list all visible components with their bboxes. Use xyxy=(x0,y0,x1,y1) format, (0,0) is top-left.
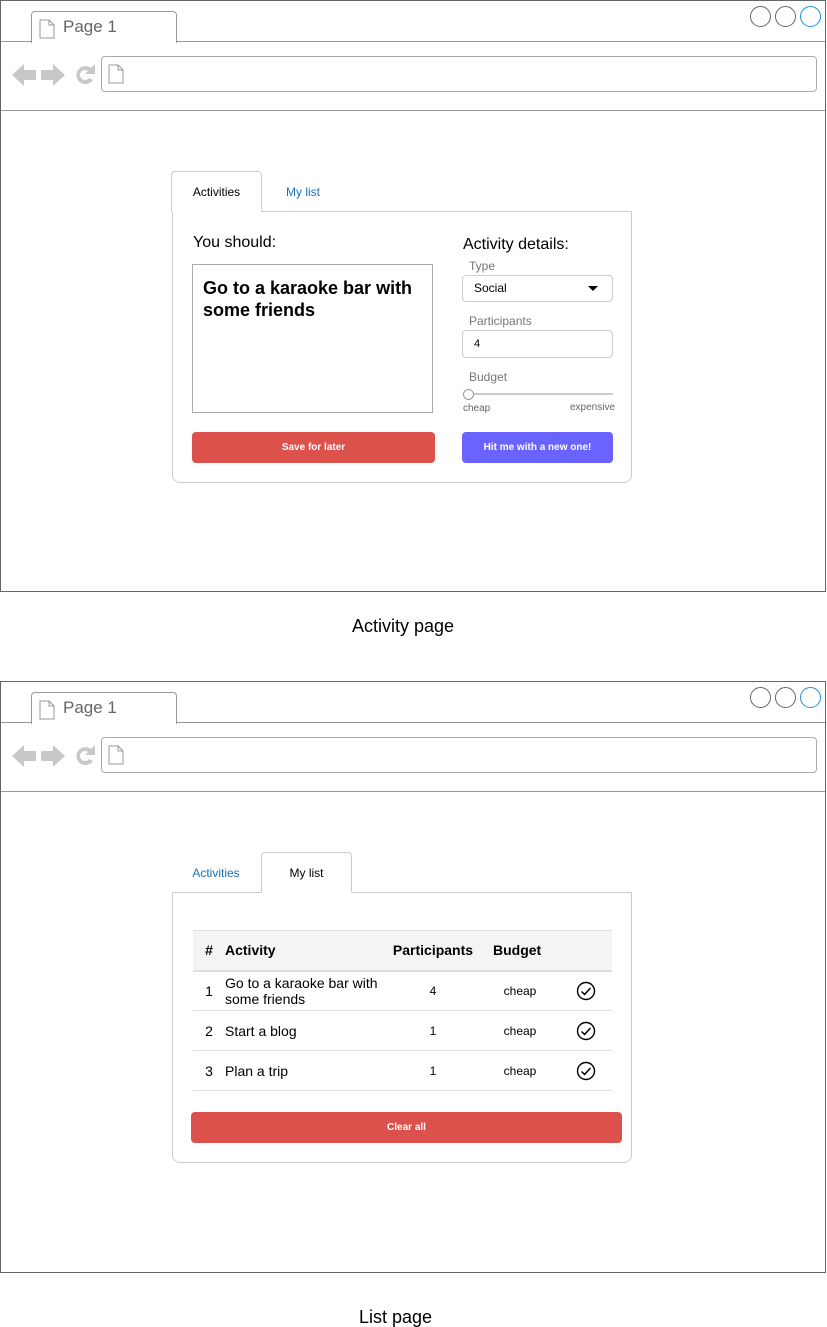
browser-tab[interactable] xyxy=(31,11,177,43)
window-controls xyxy=(750,687,821,708)
address-bar[interactable] xyxy=(101,56,817,92)
col-header-budget: Budget xyxy=(481,931,559,971)
new-activity-button[interactable]: Hit me with a new one! xyxy=(462,432,613,463)
reload-icon[interactable] xyxy=(76,745,95,765)
budget-label: Budget xyxy=(469,370,508,384)
table-row xyxy=(193,971,612,1011)
browser-tab-bar xyxy=(1,1,825,42)
row-budget: cheap xyxy=(481,1051,559,1091)
col-header-action xyxy=(559,931,612,971)
row-num: 1 xyxy=(193,971,225,1011)
nav-buttons xyxy=(11,62,101,88)
back-arrow-icon[interactable] xyxy=(12,745,36,767)
browser-nav-bar xyxy=(1,42,825,111)
close-button[interactable] xyxy=(800,687,821,708)
minimize-button[interactable] xyxy=(750,687,771,708)
page-icon xyxy=(108,64,124,84)
my-list-panel xyxy=(172,892,632,1163)
table-row xyxy=(193,1051,612,1091)
check-circle-icon[interactable] xyxy=(576,981,596,1001)
page-icon xyxy=(39,19,55,39)
row-activity: Go to a karaoke bar with some friends xyxy=(225,971,385,1011)
row-num: 2 xyxy=(193,1011,225,1051)
browser-nav-bar xyxy=(1,723,825,792)
col-header-activity: Activity xyxy=(225,931,385,971)
participants-input[interactable]: 4 xyxy=(462,330,613,358)
app-tabs xyxy=(171,852,632,893)
row-action xyxy=(559,971,612,1011)
save-for-later-button[interactable]: Save for later xyxy=(192,432,435,463)
budget-max-label: expensive xyxy=(570,402,616,413)
row-action xyxy=(559,1011,612,1051)
forward-arrow-icon[interactable] xyxy=(41,745,65,767)
budget-slider-thumb[interactable] xyxy=(463,389,474,400)
check-circle-icon[interactable] xyxy=(576,1021,596,1041)
browser-window-activity xyxy=(0,0,826,592)
row-participants: 1 xyxy=(385,1011,481,1051)
browser-window-list xyxy=(0,681,826,1273)
row-participants: 1 xyxy=(385,1051,481,1091)
page-icon xyxy=(39,700,55,720)
maximize-button[interactable] xyxy=(775,6,796,27)
page-icon xyxy=(108,745,124,765)
back-arrow-icon[interactable] xyxy=(12,64,36,86)
activity-suggestion: Go to a karaoke bar with some friends xyxy=(192,264,433,413)
type-label: Type xyxy=(469,259,496,273)
check-circle-icon[interactable] xyxy=(576,1061,596,1081)
forward-arrow-icon[interactable] xyxy=(41,64,65,86)
tab-activities[interactable]: Activities xyxy=(192,866,240,880)
row-participants: 4 xyxy=(385,971,481,1011)
col-header-participants: Participants xyxy=(385,931,481,971)
row-num: 3 xyxy=(193,1051,225,1091)
tab-activities[interactable]: Activities xyxy=(171,171,262,212)
browser-tab[interactable] xyxy=(31,692,177,724)
list-page-caption: List page xyxy=(359,1307,433,1327)
activity-page-caption: Activity page xyxy=(352,616,455,636)
window-controls xyxy=(750,6,821,27)
participants-label: Participants xyxy=(469,314,532,328)
row-budget: cheap xyxy=(481,1011,559,1051)
address-bar[interactable] xyxy=(101,737,817,773)
activity-list-table xyxy=(193,930,612,1091)
close-button[interactable] xyxy=(800,6,821,27)
maximize-button[interactable] xyxy=(775,687,796,708)
clear-all-button[interactable]: Clear all xyxy=(191,1112,622,1143)
app-tabs xyxy=(171,171,632,212)
row-action xyxy=(559,1051,612,1091)
minimize-button[interactable] xyxy=(750,6,771,27)
browser-tab-title: Page 1 xyxy=(63,17,117,36)
reload-icon[interactable] xyxy=(76,64,95,84)
you-should-heading: You should: xyxy=(193,234,277,251)
row-activity: Start a blog xyxy=(225,1011,385,1051)
browser-tab-title: Page 1 xyxy=(63,698,117,717)
row-activity: Plan a trip xyxy=(225,1051,385,1091)
row-budget: cheap xyxy=(481,971,559,1011)
type-select[interactable] xyxy=(462,275,613,302)
budget-slider-track[interactable] xyxy=(469,393,613,395)
table-header-row xyxy=(193,931,612,971)
activity-panel xyxy=(172,211,632,483)
nav-buttons xyxy=(11,743,101,769)
budget-min-label: cheap xyxy=(463,403,491,414)
tab-my-list[interactable]: My list xyxy=(286,185,320,199)
browser-tab-bar xyxy=(1,682,825,723)
tab-my-list[interactable]: My list xyxy=(261,852,352,893)
type-select-value: Social xyxy=(474,281,507,295)
col-header-num: # xyxy=(193,931,225,971)
table-row xyxy=(193,1011,612,1051)
caret-down-icon xyxy=(588,286,598,291)
activity-details-heading: Activity details: xyxy=(463,236,569,253)
